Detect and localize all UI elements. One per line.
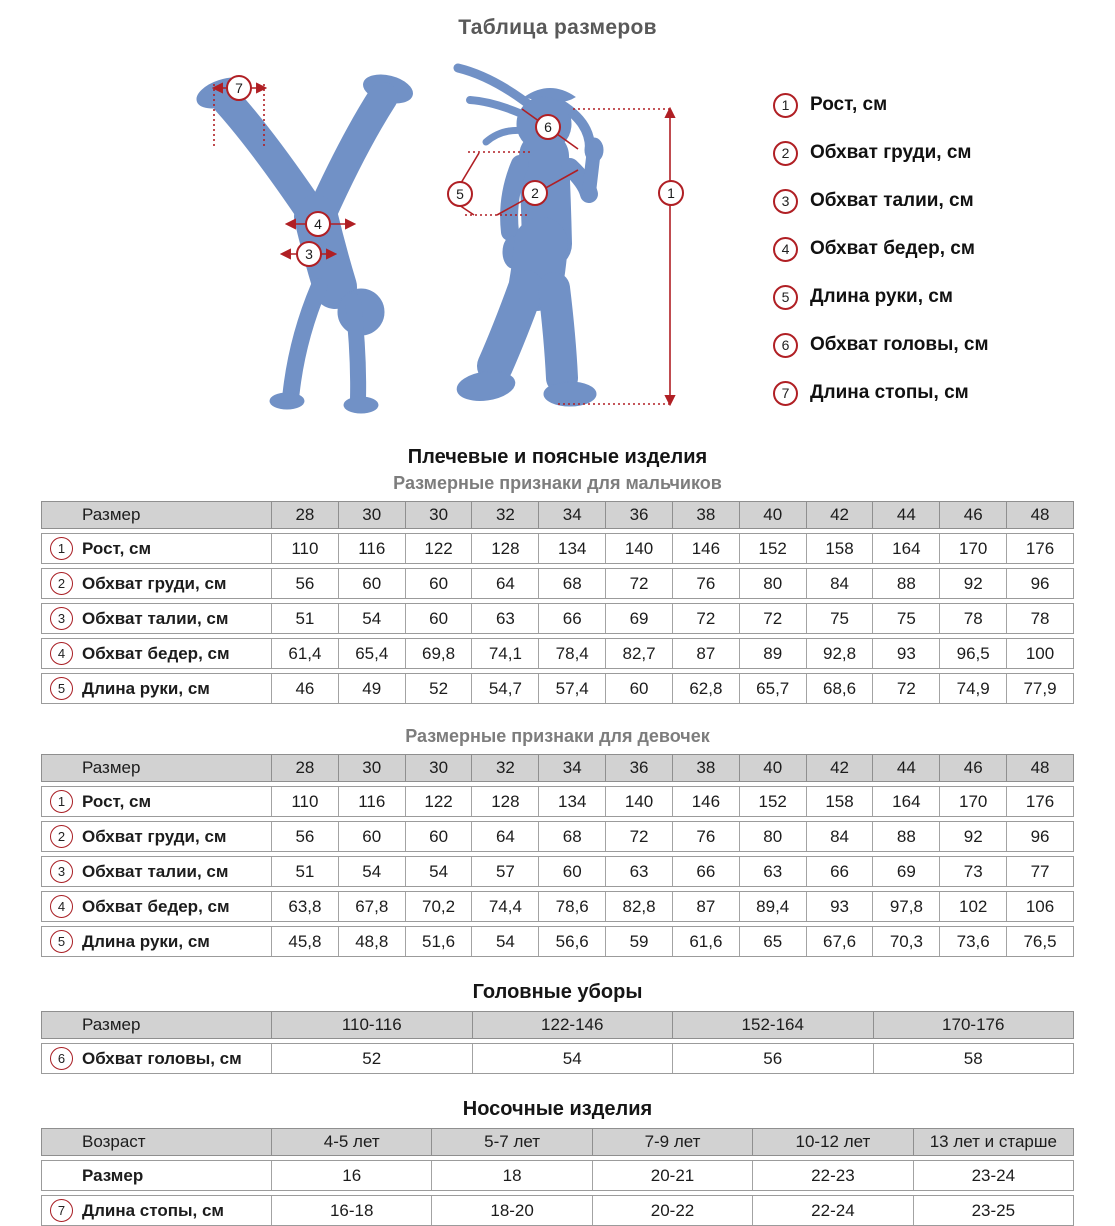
table-header-cell: 30	[405, 755, 472, 781]
row-number-badge: 6	[50, 1047, 73, 1070]
table-value-cell: 72	[872, 674, 939, 703]
row-number-badge: 4	[50, 895, 73, 918]
table-row	[41, 856, 1074, 887]
legend-number-badge: 1	[773, 93, 798, 118]
table-header-cell: 7-9 лет	[592, 1129, 752, 1155]
table-value-cell: 92	[939, 822, 1006, 851]
table-row-label	[42, 857, 271, 886]
table-value-cell: 102	[939, 892, 1006, 921]
table-value-cell: 97,8	[872, 892, 939, 921]
table-header-cell: 46	[939, 755, 1006, 781]
table-value-cell: 73,6	[939, 927, 1006, 956]
table-value-cell: 66	[672, 857, 739, 886]
marker-head-girth: 6	[535, 114, 561, 140]
marker-foot-length: 7	[226, 75, 252, 101]
table-row-label	[42, 534, 271, 563]
table-value-cell: 60	[405, 822, 472, 851]
table-value-cell: 60	[538, 857, 605, 886]
girls-size-table	[41, 754, 1074, 957]
row-number-badge: 7	[50, 1199, 73, 1222]
table-value-cell: 60	[605, 674, 672, 703]
table-value-cell: 67,6	[806, 927, 873, 956]
table-value-cell: 116	[338, 787, 405, 816]
table-value-cell: 16	[271, 1161, 431, 1190]
table-value-cell: 164	[872, 534, 939, 563]
table-header-cell: 10-12 лет	[752, 1129, 912, 1155]
table-value-cell: 78,4	[538, 639, 605, 668]
table-value-cell: 158	[806, 534, 873, 563]
section-title-headwear: Головные уборы	[472, 981, 643, 1003]
table-value-cell: 60	[405, 569, 472, 598]
table-header-cell: 36	[605, 755, 672, 781]
table-header-cell: 170-176	[873, 1012, 1074, 1038]
table-value-cell: 66	[538, 604, 605, 633]
table-value-cell: 100	[1006, 639, 1073, 668]
table-row	[41, 786, 1074, 817]
table-value-cell: 92	[939, 569, 1006, 598]
measurement-legend	[773, 92, 989, 428]
table-value-cell: 87	[672, 892, 739, 921]
table-value-cell: 20-22	[592, 1196, 752, 1225]
table-value-cell: 106	[1006, 892, 1073, 921]
table-value-cell: 72	[605, 569, 672, 598]
table-value-cell: 170	[939, 787, 1006, 816]
table-header-cell: 28	[271, 502, 338, 528]
table-row	[41, 821, 1074, 852]
row-label-text: Обхват талии, см	[82, 608, 229, 628]
table-value-cell: 73	[939, 857, 1006, 886]
table-value-cell: 152	[739, 534, 806, 563]
table-value-cell: 78,6	[538, 892, 605, 921]
table-value-cell: 76	[672, 569, 739, 598]
table-row-label	[42, 604, 271, 633]
table-value-cell: 63	[605, 857, 672, 886]
table-header-cell: 5-7 лет	[431, 1129, 591, 1155]
table-value-cell: 68	[538, 569, 605, 598]
row-number-badge: 3	[50, 607, 73, 630]
table-header-cell: 34	[538, 755, 605, 781]
table-value-cell: 96	[1006, 822, 1073, 851]
table-row	[41, 638, 1074, 669]
table-value-cell: 87	[672, 639, 739, 668]
table-header-cell: 152-164	[672, 1012, 873, 1038]
legend-number-badge: 6	[773, 333, 798, 358]
legend-item	[773, 140, 989, 166]
table-value-cell: 88	[872, 569, 939, 598]
table-value-cell: 48,8	[338, 927, 405, 956]
table-value-cell: 61,4	[271, 639, 338, 668]
table-value-cell: 57	[471, 857, 538, 886]
table-header-label: Возраст	[82, 1132, 146, 1151]
marker-chest-girth: 2	[522, 180, 548, 206]
table-value-cell: 96	[1006, 569, 1073, 598]
legend-item	[773, 284, 989, 310]
table-row-label	[42, 787, 271, 816]
socks-size-table	[41, 1128, 1074, 1226]
row-number-badge: 1	[50, 537, 73, 560]
table-value-cell: 70,2	[405, 892, 472, 921]
table-value-cell: 51	[271, 857, 338, 886]
legend-item	[773, 92, 989, 118]
table-value-cell: 93	[872, 639, 939, 668]
table-value-cell: 52	[405, 674, 472, 703]
table-value-cell: 60	[405, 604, 472, 633]
table-row-label	[42, 1196, 271, 1225]
table-value-cell: 68,6	[806, 674, 873, 703]
table-value-cell: 57,4	[538, 674, 605, 703]
table-value-cell: 134	[538, 787, 605, 816]
table-value-cell: 54	[472, 1044, 673, 1073]
table-value-cell: 56	[271, 822, 338, 851]
table-value-cell: 146	[672, 787, 739, 816]
table-value-cell: 54	[338, 604, 405, 633]
table-value-cell: 65	[739, 927, 806, 956]
row-label-text: Обхват талии, см	[82, 861, 229, 881]
table-row	[41, 568, 1074, 599]
table-value-cell: 140	[605, 787, 672, 816]
table-header-cell: 42	[806, 755, 873, 781]
table-header-cell: 32	[471, 502, 538, 528]
table-value-cell: 75	[872, 604, 939, 633]
table-value-cell: 45,8	[271, 927, 338, 956]
table-row-label	[42, 1044, 271, 1073]
table-row-label	[42, 1161, 271, 1190]
table-value-cell: 88	[872, 822, 939, 851]
table-value-cell: 54	[338, 857, 405, 886]
table-value-cell: 110	[271, 787, 338, 816]
legend-item	[773, 188, 989, 214]
row-label-text: Размер	[82, 1165, 144, 1185]
legend-label: Обхват бедер, см	[810, 238, 975, 259]
table-value-cell: 89,4	[739, 892, 806, 921]
table-value-cell: 110	[271, 534, 338, 563]
table-value-cell: 18-20	[431, 1196, 591, 1225]
table-value-cell: 59	[605, 927, 672, 956]
table-value-cell: 75	[806, 604, 873, 633]
table-header-label: Размер	[82, 1015, 141, 1034]
table-value-cell: 56,6	[538, 927, 605, 956]
table-value-cell: 76	[672, 822, 739, 851]
table-header-row	[41, 1128, 1074, 1156]
table-value-cell: 82,7	[605, 639, 672, 668]
table-header-cell: 38	[672, 502, 739, 528]
table-value-cell: 164	[872, 787, 939, 816]
table-value-cell: 152	[739, 787, 806, 816]
table-value-cell: 78	[939, 604, 1006, 633]
table-value-cell: 78	[1006, 604, 1073, 633]
table-row-label	[42, 674, 271, 703]
table-header-row	[41, 501, 1074, 529]
table-value-cell: 22-24	[752, 1196, 912, 1225]
table-value-cell: 96,5	[939, 639, 1006, 668]
table-value-cell: 46	[271, 674, 338, 703]
table-value-cell: 52	[271, 1044, 472, 1073]
table-header-cell: 48	[1006, 502, 1073, 528]
table-row	[41, 891, 1074, 922]
table-value-cell: 65,4	[338, 639, 405, 668]
table-value-cell: 72	[739, 604, 806, 633]
table-header-cell: 4-5 лет	[271, 1129, 431, 1155]
table-header-cell: 40	[739, 755, 806, 781]
row-label-text: Рост, см	[82, 791, 152, 811]
table-header-row	[41, 1011, 1074, 1039]
table-row	[41, 926, 1074, 957]
legend-label: Длина руки, см	[810, 286, 953, 307]
table-value-cell: 23-25	[913, 1196, 1073, 1225]
row-number-badge: 5	[50, 677, 73, 700]
table-value-cell: 67,8	[338, 892, 405, 921]
table-header-cell: 38	[672, 755, 739, 781]
row-label-text: Обхват головы, см	[82, 1048, 242, 1068]
table-value-cell: 22-23	[752, 1161, 912, 1190]
table-row	[41, 1160, 1074, 1191]
row-number-badge: 5	[50, 930, 73, 953]
legend-number-badge: 3	[773, 189, 798, 214]
table-header-cell: 30	[338, 755, 405, 781]
table-value-cell: 74,9	[939, 674, 1006, 703]
table-value-cell: 80	[739, 569, 806, 598]
legend-item	[773, 236, 989, 262]
table-value-cell: 116	[338, 534, 405, 563]
table-header-cell: 44	[872, 502, 939, 528]
row-number-badge: 2	[50, 572, 73, 595]
legend-number-badge: 7	[773, 381, 798, 406]
table-value-cell: 74,1	[471, 639, 538, 668]
table-header-cell: 42	[806, 502, 873, 528]
marker-arm-length: 5	[447, 181, 473, 207]
row-number-spacer	[50, 1164, 73, 1187]
table-header-cell: 30	[338, 502, 405, 528]
table-value-cell: 68	[538, 822, 605, 851]
table-row	[41, 673, 1074, 704]
marker-height: 1	[658, 180, 684, 206]
table-value-cell: 89	[739, 639, 806, 668]
marker-hip-girth: 4	[305, 211, 331, 237]
legend-number-badge: 5	[773, 285, 798, 310]
table-row	[41, 1043, 1074, 1074]
table-value-cell: 72	[605, 822, 672, 851]
row-number-badge: 4	[50, 642, 73, 665]
table-value-cell: 65,7	[739, 674, 806, 703]
table-value-cell: 60	[338, 569, 405, 598]
row-label-text: Длина руки, см	[82, 678, 210, 698]
table-value-cell: 77,9	[1006, 674, 1073, 703]
table-value-cell: 82,8	[605, 892, 672, 921]
table-header-cell: 32	[471, 755, 538, 781]
table-value-cell: 64	[471, 822, 538, 851]
table-row-label	[42, 639, 271, 668]
table-value-cell: 49	[338, 674, 405, 703]
table-value-cell: 170	[939, 534, 1006, 563]
table-value-cell: 18	[431, 1161, 591, 1190]
table-value-cell: 63	[471, 604, 538, 633]
row-label-text: Рост, см	[82, 538, 152, 558]
row-label-text: Длина руки, см	[82, 931, 210, 951]
table-header-cell: 13 лет и старше	[913, 1129, 1073, 1155]
table-value-cell: 93	[806, 892, 873, 921]
table-header-cell: 44	[872, 755, 939, 781]
table-value-cell: 61,6	[672, 927, 739, 956]
section-subtitle-boys: Размерные признаки для мальчиков	[393, 473, 722, 493]
table-header-cell: 36	[605, 502, 672, 528]
table-value-cell: 51	[271, 604, 338, 633]
table-value-cell: 20-21	[592, 1161, 752, 1190]
table-header-row	[41, 754, 1074, 782]
section-subtitle-girls: Размерные признаки для девочек	[405, 726, 710, 746]
table-value-cell: 146	[672, 534, 739, 563]
table-row	[41, 603, 1074, 634]
table-value-cell: 76,5	[1006, 927, 1073, 956]
table-header-cell: 46	[939, 502, 1006, 528]
legend-item	[773, 380, 989, 406]
table-value-cell: 74,4	[471, 892, 538, 921]
legend-number-badge: 4	[773, 237, 798, 262]
row-label-text: Обхват груди, см	[82, 573, 227, 593]
table-value-cell: 63	[739, 857, 806, 886]
table-value-cell: 176	[1006, 787, 1073, 816]
table-value-cell: 176	[1006, 534, 1073, 563]
table-header-cell: 40	[739, 502, 806, 528]
table-value-cell: 69	[872, 857, 939, 886]
table-value-cell: 72	[672, 604, 739, 633]
table-header-label: Размер	[82, 505, 141, 524]
table-value-cell: 56	[271, 569, 338, 598]
marker-waist-girth: 3	[296, 241, 322, 267]
table-value-cell: 56	[672, 1044, 873, 1073]
table-value-cell: 54	[405, 857, 472, 886]
table-value-cell: 54,7	[471, 674, 538, 703]
legend-label: Обхват груди, см	[810, 142, 972, 163]
table-value-cell: 70,3	[872, 927, 939, 956]
row-label-text: Длина стопы, см	[82, 1200, 225, 1220]
table-header-cell: 34	[538, 502, 605, 528]
girl-silhouette	[440, 52, 705, 422]
table-value-cell: 80	[739, 822, 806, 851]
measurement-figures	[0, 52, 1115, 430]
table-row-label	[42, 927, 271, 956]
table-header-cell: 28	[271, 755, 338, 781]
headwear-size-table	[41, 1011, 1074, 1074]
table-value-cell: 134	[538, 534, 605, 563]
table-value-cell: 69	[605, 604, 672, 633]
table-value-cell: 122	[405, 787, 472, 816]
table-value-cell: 51,6	[405, 927, 472, 956]
table-value-cell: 122	[405, 534, 472, 563]
row-number-badge: 1	[50, 790, 73, 813]
table-value-cell: 66	[806, 857, 873, 886]
row-number-badge: 2	[50, 825, 73, 848]
legend-label: Рост, см	[810, 94, 888, 115]
table-value-cell: 92,8	[806, 639, 873, 668]
table-value-cell: 140	[605, 534, 672, 563]
table-row-label	[42, 822, 271, 851]
table-value-cell: 69,8	[405, 639, 472, 668]
legend-label: Обхват головы, см	[810, 334, 989, 355]
legend-number-badge: 2	[773, 141, 798, 166]
table-value-cell: 60	[338, 822, 405, 851]
row-number-badge: 3	[50, 860, 73, 883]
table-value-cell: 128	[471, 787, 538, 816]
row-label-text: Обхват бедер, см	[82, 643, 230, 663]
table-value-cell: 58	[873, 1044, 1074, 1073]
table-value-cell: 63,8	[271, 892, 338, 921]
boy-silhouette	[185, 69, 470, 424]
table-header-cell: 30	[405, 502, 472, 528]
table-value-cell: 158	[806, 787, 873, 816]
legend-label: Обхват талии, см	[810, 190, 974, 211]
section-title-socks: Носочные изделия	[462, 1098, 653, 1120]
table-value-cell: 128	[471, 534, 538, 563]
section-title-apparel: Плечевые и поясные изделия	[407, 446, 708, 468]
table-row-label	[42, 892, 271, 921]
table-value-cell: 54	[471, 927, 538, 956]
table-header-label: Размер	[82, 758, 141, 777]
table-row-label	[42, 569, 271, 598]
table-row	[41, 533, 1074, 564]
table-value-cell: 16-18	[271, 1196, 431, 1225]
legend-label: Длина стопы, см	[810, 382, 969, 403]
page-title: Таблица размеров	[458, 16, 657, 39]
table-value-cell: 62,8	[672, 674, 739, 703]
table-header-cell: 48	[1006, 755, 1073, 781]
table-value-cell: 77	[1006, 857, 1073, 886]
table-header-cell: 122-146	[472, 1012, 673, 1038]
table-value-cell: 84	[806, 569, 873, 598]
table-header-cell: 110-116	[271, 1012, 472, 1038]
row-label-text: Обхват груди, см	[82, 826, 227, 846]
legend-item	[773, 332, 989, 358]
boys-size-table	[41, 501, 1074, 704]
table-value-cell: 64	[471, 569, 538, 598]
table-value-cell: 84	[806, 822, 873, 851]
table-value-cell: 23-24	[913, 1161, 1073, 1190]
row-label-text: Обхват бедер, см	[82, 896, 230, 916]
